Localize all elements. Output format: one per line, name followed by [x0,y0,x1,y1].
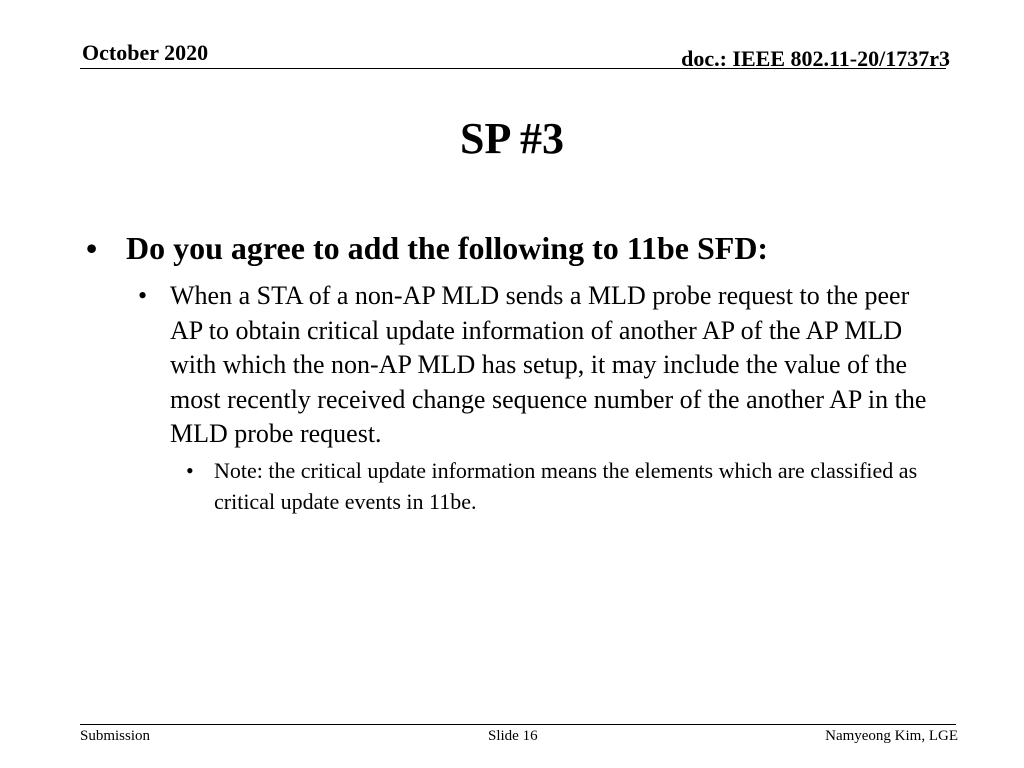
bullet-dot-icon: • [86,230,98,266]
bullet-level-1-text: Do you agree to add the following to 11be SFD: [126,230,769,266]
bullet-level-3 [186,455,926,517]
header-date: October 2020 [82,40,209,65]
footer-author: Namyeong Kim, LGE [825,728,958,744]
footer-slide-number: Slide 16 [488,728,538,744]
slide-title: SP #3 [460,114,564,163]
footer-submission: Submission [80,728,151,744]
bullet-dot-icon: • [186,458,194,483]
bullet-level-3-text: Note: the critical update information means the elements which are classified as critical update events in 11be. [214,458,918,514]
bullet-level-2-text: When a STA of a non-AP MLD sends a MLD probe request to the peer AP to obtain critical update information of another AP of the AP MLD with which the non-AP MLD has setup, it may include the value of the most recently received change sequence number of the another AP in the MLD probe request. [170,281,927,448]
header-divider [80,68,946,69]
footer-divider [80,724,956,725]
bullet-level-2 [138,279,938,452]
header-doc-id: doc.: IEEE 802.11-20/1737r3 [681,46,950,71]
bullet-dot-icon: • [138,281,148,310]
